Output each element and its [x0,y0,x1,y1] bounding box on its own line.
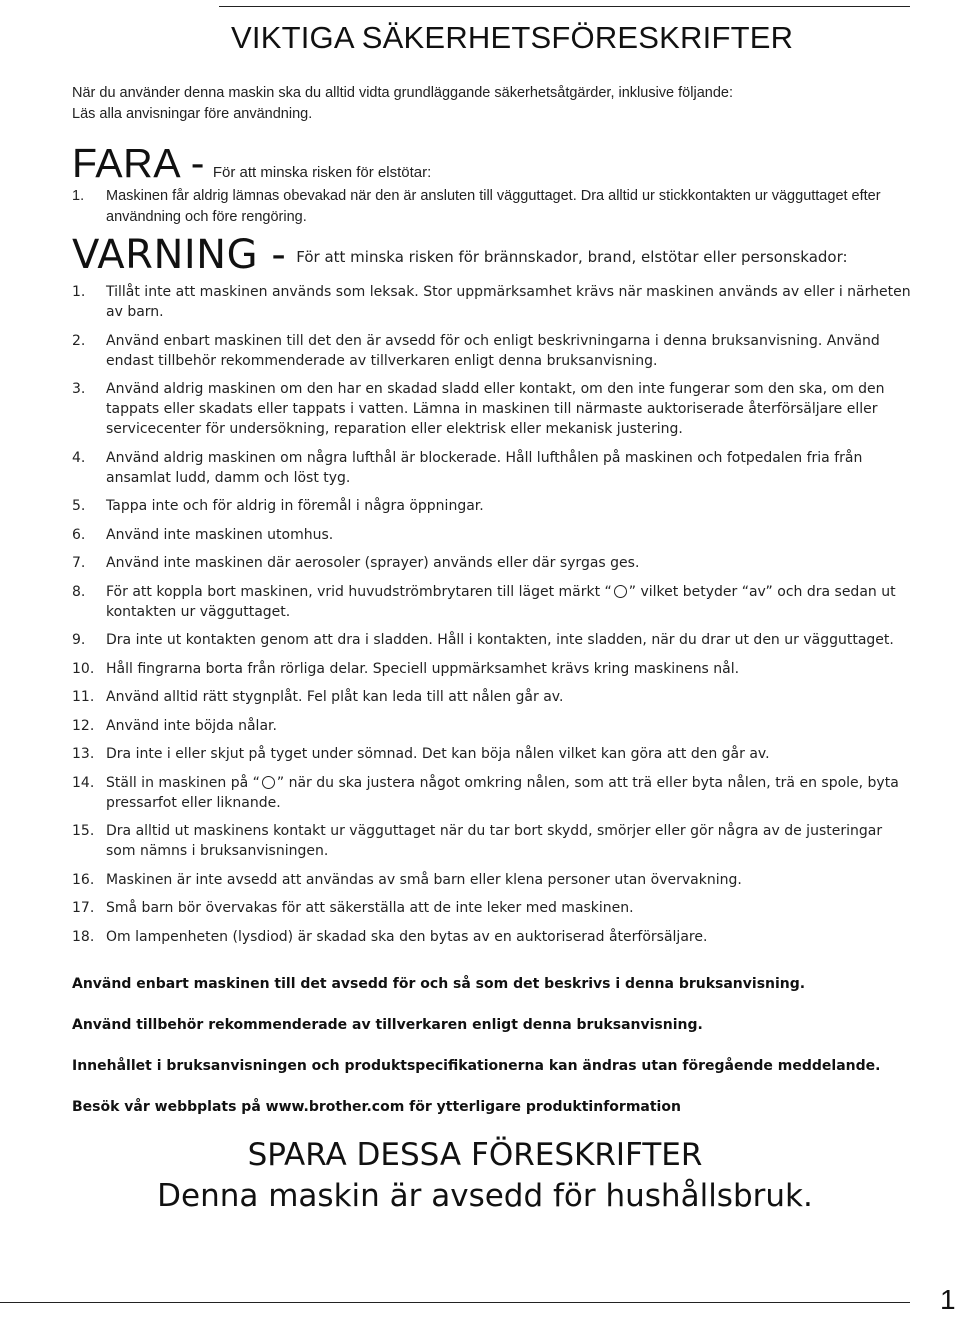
item-number: 14. [72,774,95,791]
item-text: Använd enbart maskinen till det den är avsedd för och enligt beskrivningarna i denna bruksanvisning. Använd endast tillbehör rekommenderade av tillverkaren enligt denna bruksanvisning. [106,332,880,369]
list-item [72,186,892,228]
item-number: 4. [72,449,86,466]
top-rule [219,6,910,7]
varning-heading [72,232,848,278]
list-item [72,525,912,545]
item-text: Dra alltid ut maskinens kontakt ur vägguttaget när du tar bort skydd, smörjer eller gör några av de justeringar som nämns i bruksanvisningen. [106,823,883,859]
item-number: 16. [72,871,95,888]
intro-line-2: Läs alla anvisningar före användning. [72,106,313,122]
item-number: 3. [72,381,86,397]
item-text: Håll fingrarna borta från rörliga delar. Speciell uppmärksamhet krävs kring maskinens nål. [106,660,740,677]
item-text: Använd alltid rätt stygnplåt. Fel plåt kan leda till att nålen går av. [106,689,564,705]
varning-list [72,282,912,955]
list-item [72,448,912,488]
note-usage: Använd enbart maskinen till det avsedd för och så som det beskrivs i denna bruksanvisning. [72,976,806,992]
list-item [72,553,912,573]
list-item [72,744,912,764]
item-number: 13. [72,746,95,762]
item-number: 2. [72,332,86,349]
item-text: Använd inte maskinen där aerosoler (sprayer) används eller där syrgas ges. [106,555,640,571]
note-website: Besök vår webbplats på www.brother.com för ytterligare produktinformation [72,1099,681,1115]
fara-subtitle: För att minska risken för elstötar: [212,164,432,181]
item-number: 18. [72,928,95,945]
list-item [72,821,912,861]
power-off-circle-icon [614,585,627,598]
fara-word: FARA - [72,140,205,186]
list-item [72,716,912,736]
list-item [72,630,912,650]
item-text: Använd inte maskinen utomhus. [106,526,334,543]
page-number: 1 [940,1284,956,1315]
item-text: Tappa inte och för aldrig in föremål i några öppningar. [106,498,484,514]
item-text: Dra inte i eller skjut på tyget under sömnad. Det kan böja nålen vilket kan göra att den går av. [106,746,770,762]
intro-line-1: När du använder denna maskin ska du alltid vidta grundläggande säkerhetsåtgärder, inklusive följande: [72,85,733,101]
varning-subtitle: För att minska risken för brännskador, brand, elstötar eller personskador: [296,248,848,266]
note-changes: Innehållet i bruksanvisningen och produktspecifikationerna kan ändras utan föregående meddelande. [72,1058,881,1074]
fara-list [72,186,892,228]
item-text: Tillåt inte att maskinen används som leksak. Stor uppmärksamhet krävs när maskinen används av eller i närheten av barn. [106,284,911,320]
item-text-after: ” när du ska justera något omkring nålen, som att trä eller byta nålen, trä en spole, byta pressarfot eller liknande. [106,774,899,811]
item-number: 11. [72,689,95,705]
item-text: Maskinen får aldrig lämnas obevakad när den är ansluten till vägguttaget. Dra alltid ur stickkontakten ur vägguttaget efter användning och före rengöring. [106,188,881,225]
list-item [72,582,912,622]
fara-heading [72,140,431,187]
list-item [72,282,912,322]
save-instructions [0,1135,960,1217]
list-item [72,687,912,707]
item-text [106,773,912,813]
save-line-2: Denna maskin är avsedd för hushållsbruk. [157,1178,813,1214]
item-number: 15. [72,823,95,839]
save-line-1: SPARA DESSA FÖRESKRIFTER [247,1137,703,1173]
item-text [106,582,912,622]
list-item [72,496,912,516]
item-text: Använd aldrig maskinen om några lufthål är blockerade. Håll lufthålen på maskinen och fotpedalen fria från ansamlat ludd, damm och löst tyg. [106,449,863,486]
item-text: Om lampenheten (lysdiod) är skadad ska den bytas av en auktoriserad återförsäljare. [106,928,708,945]
list-item [72,870,912,890]
item-number: 1. [72,188,85,204]
item-number: 9. [72,632,86,648]
item-number: 8. [72,583,86,600]
list-item [72,927,912,947]
item-text-after: ” vilket betyder “av” och dra sedan ut kontakten ur vägguttaget. [106,583,896,620]
item-text-before: Ställ in maskinen på “ [106,774,260,791]
item-number: 5. [72,498,86,514]
item-text: Maskinen är inte avsedd att användas av små barn eller klena personer utan övervakning. [106,871,742,888]
page-title: VIKTIGA SÄKERHETSFÖRESKRIFTER [231,20,794,55]
bold-notes [72,974,912,1138]
item-text-before: För att koppla bort maskinen, vrid huvudströmbrytaren till läget märkt “ [106,583,612,600]
item-text: Använd aldrig maskinen om den har en skadad sladd eller kontakt, om den inte fungerar som den ska, om den tappats eller skadats eller tappats i vatten. Lämna in maskinen till närmaste auktoriserade återförsäljare eller servicecenter för undersökning, reparation eller elektrisk eller mekanisk justering. [106,381,885,437]
list-item [72,379,912,439]
note-accessories: Använd tillbehör rekommenderade av tillverkaren enligt denna bruksanvisning. [72,1017,703,1033]
item-text: Använd inte böjda nålar. [106,717,277,734]
power-off-circle-icon [262,776,275,789]
bottom-rule [0,1302,910,1303]
list-item [72,898,912,918]
item-text: Dra inte ut kontakten genom att dra i sladden. Håll i kontakten, inte sladden, när du drar ut den ur vägguttaget. [106,632,894,648]
list-item [72,773,912,813]
item-number: 10. [72,660,95,677]
list-item [72,659,912,679]
list-item [72,331,912,371]
item-text: Små barn bör övervakas för att säkerställa att de inte leker med maskinen. [106,900,634,916]
item-number: 6. [72,526,86,543]
varning-word: VARNING - [72,232,287,278]
item-number: 12. [72,717,95,734]
intro [72,83,872,125]
item-number: 17. [72,900,95,916]
item-number: 1. [72,284,86,300]
item-number: 7. [72,555,86,571]
